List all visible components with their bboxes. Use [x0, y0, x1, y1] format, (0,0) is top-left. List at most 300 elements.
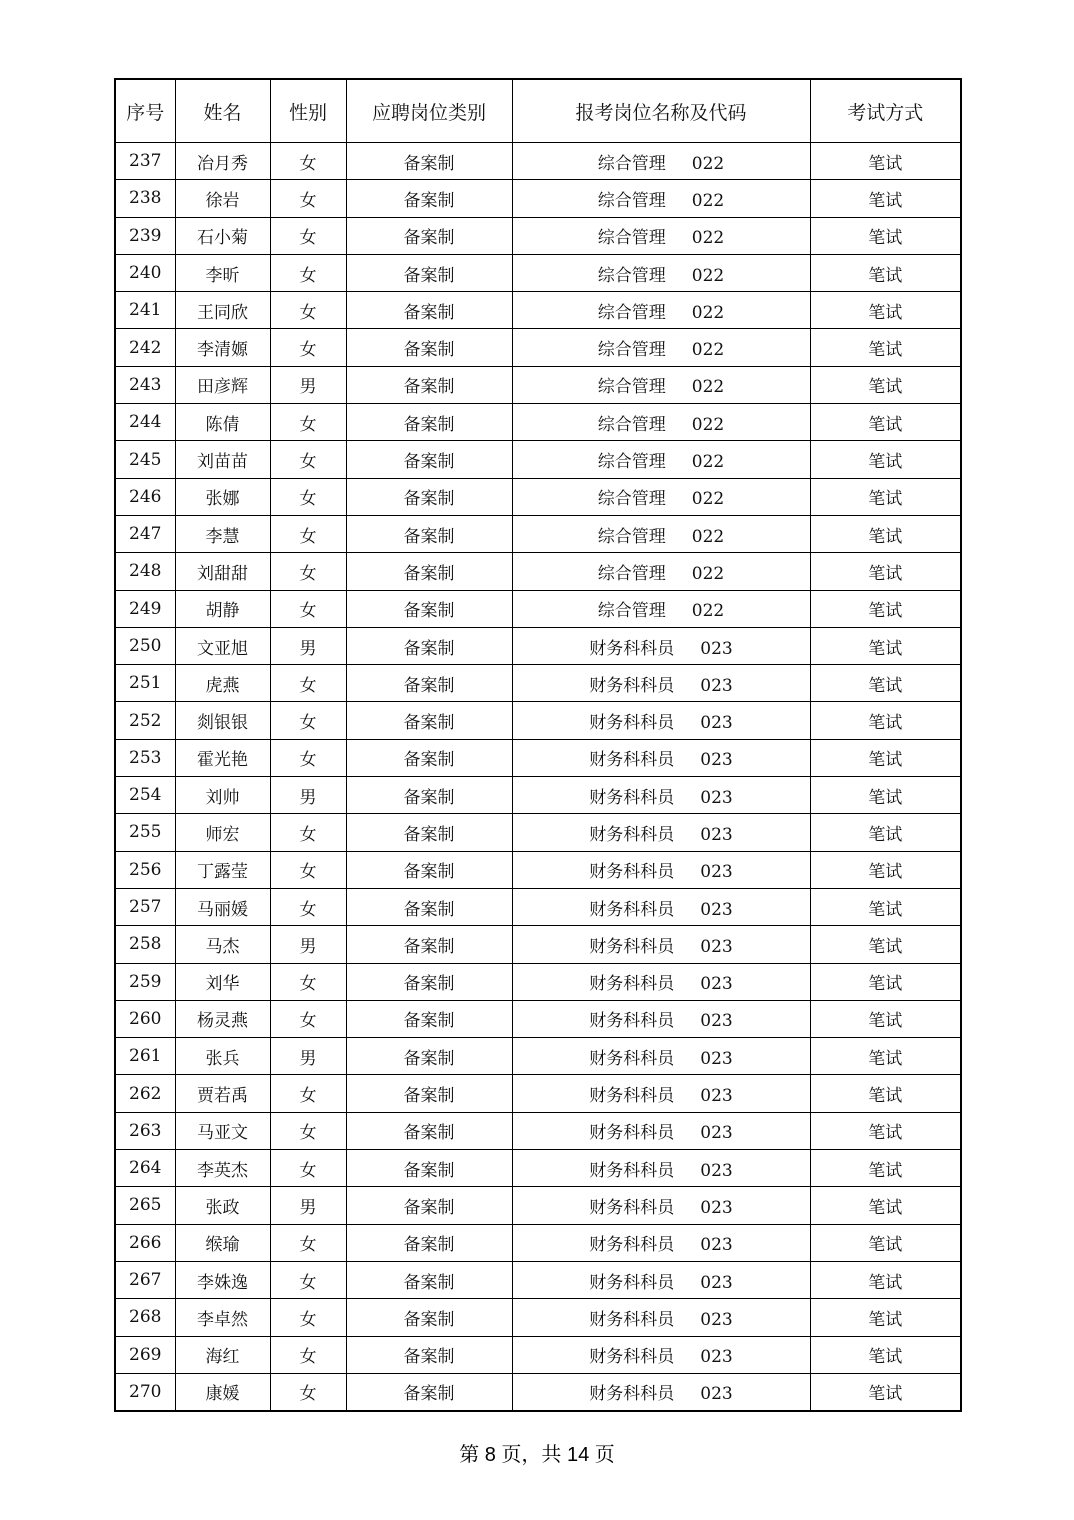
position-name: 财务科科员 [589, 750, 675, 771]
cell-gender: 男 [270, 926, 346, 963]
position-code: 022 [691, 489, 725, 510]
cell-position-name-code [512, 1261, 810, 1298]
cell-position-category: 备案制 [346, 143, 512, 180]
position-code: 022 [691, 228, 725, 249]
cell-gender: 女 [270, 590, 346, 627]
table-row [115, 143, 961, 180]
cell-serial-number: 254 [115, 777, 175, 814]
position-code: 023 [700, 824, 733, 845]
cell-serial-number: 237 [115, 143, 175, 180]
cell-exam-method: 笔试 [810, 1187, 961, 1224]
cell-position-category: 备案制 [346, 292, 512, 329]
position-code: 022 [691, 377, 725, 398]
cell-name: 马杰 [175, 926, 270, 963]
table-row [115, 590, 961, 627]
cell-position-name-code [512, 143, 810, 180]
table-row [115, 851, 961, 888]
table-row [115, 665, 961, 702]
cell-position-name-code [512, 888, 810, 925]
cell-exam-method: 笔试 [810, 1075, 961, 1112]
cell-name: 李清嫄 [175, 329, 270, 366]
position-name: 财务科科员 [589, 1048, 675, 1069]
cell-position-name-code [512, 404, 810, 441]
position-name: 财务科科员 [589, 1086, 675, 1107]
cell-position-name-code [512, 851, 810, 888]
cell-gender: 女 [270, 1000, 346, 1037]
table-row [115, 217, 961, 254]
position-name: 财务科科员 [589, 638, 675, 659]
cell-position-name-code [512, 963, 810, 1000]
table-row [115, 329, 961, 366]
cell-serial-number: 241 [115, 292, 175, 329]
cell-position-category: 备案制 [346, 1112, 512, 1149]
cell-exam-method: 笔试 [810, 180, 961, 217]
cell-position-name-code [512, 739, 810, 776]
position-code: 023 [700, 1011, 733, 1032]
position-name: 综合管理 [597, 601, 666, 622]
cell-name: 李慧 [175, 515, 270, 552]
cell-gender: 男 [270, 777, 346, 814]
position-name: 综合管理 [597, 153, 666, 174]
cell-exam-method: 笔试 [810, 1000, 961, 1037]
cell-name: 李姝逸 [175, 1261, 270, 1298]
table-row [115, 1000, 961, 1037]
position-code: 022 [691, 153, 725, 174]
cell-exam-method: 笔试 [810, 515, 961, 552]
cell-position-name-code [512, 1373, 810, 1411]
position-code: 023 [700, 713, 733, 734]
cell-position-category: 备案制 [346, 851, 512, 888]
position-code: 023 [700, 862, 733, 883]
position-code: 023 [700, 974, 733, 995]
cell-position-category: 备案制 [346, 329, 512, 366]
cell-name: 张娜 [175, 478, 270, 515]
cell-serial-number: 246 [115, 478, 175, 515]
table-row [115, 1187, 961, 1224]
position-code: 023 [700, 1384, 733, 1405]
cell-name: 徐岩 [175, 180, 270, 217]
cell-serial-number: 262 [115, 1075, 175, 1112]
cell-position-category: 备案制 [346, 1187, 512, 1224]
table-row [115, 366, 961, 403]
cell-name: 海红 [175, 1336, 270, 1373]
cell-exam-method: 笔试 [810, 739, 961, 776]
position-code: 023 [700, 899, 733, 920]
position-code: 023 [700, 1048, 733, 1069]
position-code: 023 [700, 936, 733, 957]
cell-position-category: 备案制 [346, 963, 512, 1000]
cell-serial-number: 261 [115, 1038, 175, 1075]
cell-exam-method: 笔试 [810, 254, 961, 291]
cell-name: 李英杰 [175, 1150, 270, 1187]
table-row [115, 254, 961, 291]
cell-name: 剡银银 [175, 702, 270, 739]
table-row [115, 1075, 961, 1112]
cell-exam-method: 笔试 [810, 963, 961, 1000]
cell-serial-number: 269 [115, 1336, 175, 1373]
cell-gender: 女 [270, 814, 346, 851]
cell-position-category: 备案制 [346, 1373, 512, 1411]
cell-name: 康媛 [175, 1373, 270, 1411]
cell-position-category: 备案制 [346, 1038, 512, 1075]
cell-exam-method: 笔试 [810, 1038, 961, 1075]
cell-position-category: 备案制 [346, 888, 512, 925]
cell-position-category: 备案制 [346, 1150, 512, 1187]
cell-exam-method: 笔试 [810, 366, 961, 403]
cell-serial-number: 263 [115, 1112, 175, 1149]
cell-position-category: 备案制 [346, 1000, 512, 1037]
cell-gender: 女 [270, 217, 346, 254]
cell-gender: 女 [270, 851, 346, 888]
cell-name: 田彦辉 [175, 366, 270, 403]
cell-exam-method: 笔试 [810, 143, 961, 180]
position-code: 022 [691, 190, 725, 211]
cell-position-category: 备案制 [346, 180, 512, 217]
position-code: 022 [691, 265, 725, 286]
cell-serial-number: 240 [115, 254, 175, 291]
cell-name: 马亚文 [175, 1112, 270, 1149]
cell-exam-method: 笔试 [810, 1150, 961, 1187]
cell-gender: 女 [270, 1112, 346, 1149]
table-row [115, 1299, 961, 1336]
applicant-table [114, 78, 962, 1412]
position-code: 023 [700, 675, 733, 696]
table-row [115, 739, 961, 776]
position-code: 023 [700, 750, 733, 771]
cell-exam-method: 笔试 [810, 1261, 961, 1298]
table-header [115, 79, 961, 143]
position-code: 022 [691, 526, 725, 547]
cell-serial-number: 265 [115, 1187, 175, 1224]
cell-name: 刘帅 [175, 777, 270, 814]
cell-position-category: 备案制 [346, 665, 512, 702]
cell-exam-method: 笔试 [810, 553, 961, 590]
cell-position-category: 备案制 [346, 590, 512, 627]
cell-position-category: 备案制 [346, 1224, 512, 1261]
cell-exam-method: 笔试 [810, 777, 961, 814]
cell-serial-number: 258 [115, 926, 175, 963]
cell-position-name-code [512, 1038, 810, 1075]
cell-gender: 女 [270, 1373, 346, 1411]
cell-position-name-code [512, 553, 810, 590]
cell-name: 师宏 [175, 814, 270, 851]
position-code: 023 [700, 1160, 733, 1181]
cell-exam-method: 笔试 [810, 404, 961, 441]
table-row [115, 963, 961, 1000]
cell-serial-number: 252 [115, 702, 175, 739]
cell-gender: 女 [270, 143, 346, 180]
table-row [115, 1336, 961, 1373]
cell-serial-number: 257 [115, 888, 175, 925]
cell-position-name-code [512, 515, 810, 552]
table-row [115, 814, 961, 851]
cell-gender: 女 [270, 702, 346, 739]
position-name: 财务科科员 [589, 1384, 675, 1405]
cell-gender: 女 [270, 441, 346, 478]
position-name: 综合管理 [597, 228, 666, 249]
cell-position-name-code [512, 441, 810, 478]
cell-serial-number: 268 [115, 1299, 175, 1336]
cell-gender: 女 [270, 1075, 346, 1112]
position-code: 022 [691, 452, 725, 473]
cell-position-name-code [512, 329, 810, 366]
cell-position-category: 备案制 [346, 1336, 512, 1373]
table-row [115, 1261, 961, 1298]
cell-position-category: 备案制 [346, 254, 512, 291]
cell-serial-number: 242 [115, 329, 175, 366]
cell-exam-method: 笔试 [810, 590, 961, 627]
cell-serial-number: 253 [115, 739, 175, 776]
header-gender: 性别 [270, 79, 346, 143]
position-name: 财务科科员 [589, 1011, 675, 1032]
cell-gender: 男 [270, 627, 346, 664]
cell-exam-method: 笔试 [810, 627, 961, 664]
cell-serial-number: 238 [115, 180, 175, 217]
table-row [115, 777, 961, 814]
table-body [115, 143, 961, 1412]
table-row [115, 478, 961, 515]
cell-exam-method: 笔试 [810, 329, 961, 366]
position-code: 023 [700, 638, 733, 659]
position-name: 财务科科员 [589, 824, 675, 845]
table-row [115, 1373, 961, 1411]
table-row [115, 1224, 961, 1261]
cell-exam-method: 笔试 [810, 478, 961, 515]
cell-exam-method: 笔试 [810, 1224, 961, 1261]
cell-serial-number: 248 [115, 553, 175, 590]
position-name: 综合管理 [597, 265, 666, 286]
position-name: 综合管理 [597, 377, 666, 398]
cell-position-category: 备案制 [346, 777, 512, 814]
page-number: 第 8 页，共 14 页 [459, 1444, 615, 1466]
cell-serial-number: 266 [115, 1224, 175, 1261]
cell-exam-method: 笔试 [810, 814, 961, 851]
position-code: 023 [700, 1309, 733, 1330]
cell-position-name-code [512, 1187, 810, 1224]
position-name: 财务科科员 [589, 1123, 675, 1144]
table-row [115, 180, 961, 217]
cell-exam-method: 笔试 [810, 665, 961, 702]
position-name: 财务科科员 [589, 862, 675, 883]
cell-serial-number: 255 [115, 814, 175, 851]
cell-exam-method: 笔试 [810, 441, 961, 478]
cell-name: 李卓然 [175, 1299, 270, 1336]
cell-exam-method: 笔试 [810, 702, 961, 739]
position-name: 财务科科员 [589, 675, 675, 696]
cell-position-name-code [512, 1075, 810, 1112]
position-code: 023 [700, 787, 733, 808]
position-code: 022 [691, 601, 725, 622]
cell-serial-number: 270 [115, 1373, 175, 1411]
cell-gender: 女 [270, 1299, 346, 1336]
cell-serial-number: 250 [115, 627, 175, 664]
cell-position-name-code [512, 254, 810, 291]
position-name: 财务科科员 [589, 899, 675, 920]
position-code: 023 [700, 1197, 733, 1218]
cell-position-name-code [512, 478, 810, 515]
position-name: 综合管理 [597, 414, 666, 435]
cell-exam-method: 笔试 [810, 851, 961, 888]
cell-gender: 女 [270, 254, 346, 291]
position-code: 022 [691, 563, 725, 584]
cell-position-name-code [512, 1000, 810, 1037]
header-serial-number: 序号 [115, 79, 175, 143]
position-name: 财务科科员 [589, 974, 675, 995]
position-name: 综合管理 [597, 489, 666, 510]
header-name: 姓名 [175, 79, 270, 143]
cell-gender: 女 [270, 329, 346, 366]
table-row [115, 702, 961, 739]
cell-exam-method: 笔试 [810, 1112, 961, 1149]
cell-gender: 女 [270, 1150, 346, 1187]
cell-exam-method: 笔试 [810, 1299, 961, 1336]
table-row [115, 404, 961, 441]
cell-serial-number: 260 [115, 1000, 175, 1037]
cell-position-category: 备案制 [346, 1075, 512, 1112]
cell-gender: 女 [270, 963, 346, 1000]
cell-serial-number: 256 [115, 851, 175, 888]
cell-name: 张兵 [175, 1038, 270, 1075]
cell-name: 李昕 [175, 254, 270, 291]
cell-serial-number: 259 [115, 963, 175, 1000]
cell-position-name-code [512, 1224, 810, 1261]
position-code: 023 [700, 1086, 733, 1107]
cell-exam-method: 笔试 [810, 1373, 961, 1411]
cell-position-name-code [512, 366, 810, 403]
cell-gender: 女 [270, 515, 346, 552]
header-row [115, 79, 961, 143]
cell-position-category: 备案制 [346, 926, 512, 963]
cell-name: 刘苗苗 [175, 441, 270, 478]
cell-serial-number: 249 [115, 590, 175, 627]
position-code: 022 [691, 340, 725, 361]
table-row [115, 441, 961, 478]
cell-gender: 女 [270, 478, 346, 515]
header-position-name-code: 报考岗位名称及代码 [512, 79, 810, 143]
table-row [115, 292, 961, 329]
position-code: 023 [700, 1272, 733, 1293]
table-row [115, 888, 961, 925]
cell-name: 刘甜甜 [175, 553, 270, 590]
position-name: 财务科科员 [589, 1347, 675, 1368]
header-position-category: 应聘岗位类别 [346, 79, 512, 143]
cell-name: 刘华 [175, 963, 270, 1000]
cell-gender: 女 [270, 1261, 346, 1298]
cell-position-name-code [512, 217, 810, 254]
cell-gender: 女 [270, 1224, 346, 1261]
cell-position-name-code [512, 292, 810, 329]
cell-serial-number: 245 [115, 441, 175, 478]
cell-name: 贾若禹 [175, 1075, 270, 1112]
cell-position-category: 备案制 [346, 739, 512, 776]
cell-position-name-code [512, 665, 810, 702]
position-name: 财务科科员 [589, 1272, 675, 1293]
cell-gender: 男 [270, 1187, 346, 1224]
position-name: 财务科科员 [589, 713, 675, 734]
cell-position-category: 备案制 [346, 553, 512, 590]
cell-exam-method: 笔试 [810, 888, 961, 925]
cell-exam-method: 笔试 [810, 217, 961, 254]
position-name: 综合管理 [597, 452, 666, 473]
cell-position-category: 备案制 [346, 404, 512, 441]
cell-gender: 女 [270, 404, 346, 441]
cell-name: 张政 [175, 1187, 270, 1224]
cell-position-name-code [512, 1299, 810, 1336]
cell-gender: 女 [270, 553, 346, 590]
cell-name: 石小菊 [175, 217, 270, 254]
position-name: 综合管理 [597, 302, 666, 323]
cell-gender: 女 [270, 665, 346, 702]
cell-name: 马丽媛 [175, 888, 270, 925]
cell-name: 虎燕 [175, 665, 270, 702]
cell-name: 缑瑜 [175, 1224, 270, 1261]
cell-serial-number: 264 [115, 1150, 175, 1187]
cell-position-category: 备案制 [346, 478, 512, 515]
position-name: 综合管理 [597, 563, 666, 584]
position-name: 财务科科员 [589, 936, 675, 957]
position-name: 综合管理 [597, 190, 666, 211]
cell-serial-number: 239 [115, 217, 175, 254]
table-row [115, 926, 961, 963]
cell-gender: 女 [270, 739, 346, 776]
position-name: 财务科科员 [589, 1309, 675, 1330]
table-row [115, 627, 961, 664]
cell-position-category: 备案制 [346, 1299, 512, 1336]
table-row [115, 1112, 961, 1149]
cell-serial-number: 247 [115, 515, 175, 552]
cell-name: 陈倩 [175, 404, 270, 441]
cell-gender: 男 [270, 1038, 346, 1075]
cell-exam-method: 笔试 [810, 926, 961, 963]
cell-name: 文亚旭 [175, 627, 270, 664]
position-code: 023 [700, 1123, 733, 1144]
position-code: 023 [700, 1235, 733, 1256]
cell-name: 胡静 [175, 590, 270, 627]
table-row [115, 1038, 961, 1075]
table-row [115, 553, 961, 590]
position-name: 财务科科员 [589, 1197, 675, 1218]
cell-gender: 女 [270, 888, 346, 925]
cell-position-category: 备案制 [346, 515, 512, 552]
position-name: 综合管理 [597, 526, 666, 547]
cell-position-category: 备案制 [346, 1261, 512, 1298]
cell-position-name-code [512, 777, 810, 814]
cell-gender: 女 [270, 292, 346, 329]
cell-position-category: 备案制 [346, 366, 512, 403]
header-exam-method: 考试方式 [810, 79, 961, 143]
cell-serial-number: 251 [115, 665, 175, 702]
cell-name: 王同欣 [175, 292, 270, 329]
cell-exam-method: 笔试 [810, 1336, 961, 1373]
table-row [115, 1150, 961, 1187]
cell-name: 丁露莹 [175, 851, 270, 888]
cell-name: 霍光艳 [175, 739, 270, 776]
cell-exam-method: 笔试 [810, 292, 961, 329]
cell-serial-number: 243 [115, 366, 175, 403]
cell-position-category: 备案制 [346, 441, 512, 478]
table-row [115, 515, 961, 552]
position-code: 023 [700, 1347, 733, 1368]
cell-name: 冶月秀 [175, 143, 270, 180]
position-name: 财务科科员 [589, 1160, 675, 1181]
position-name: 财务科科员 [589, 787, 675, 808]
position-code: 022 [691, 414, 725, 435]
cell-position-name-code [512, 627, 810, 664]
cell-serial-number: 267 [115, 1261, 175, 1298]
cell-position-name-code [512, 1112, 810, 1149]
cell-position-category: 备案制 [346, 627, 512, 664]
cell-gender: 女 [270, 180, 346, 217]
